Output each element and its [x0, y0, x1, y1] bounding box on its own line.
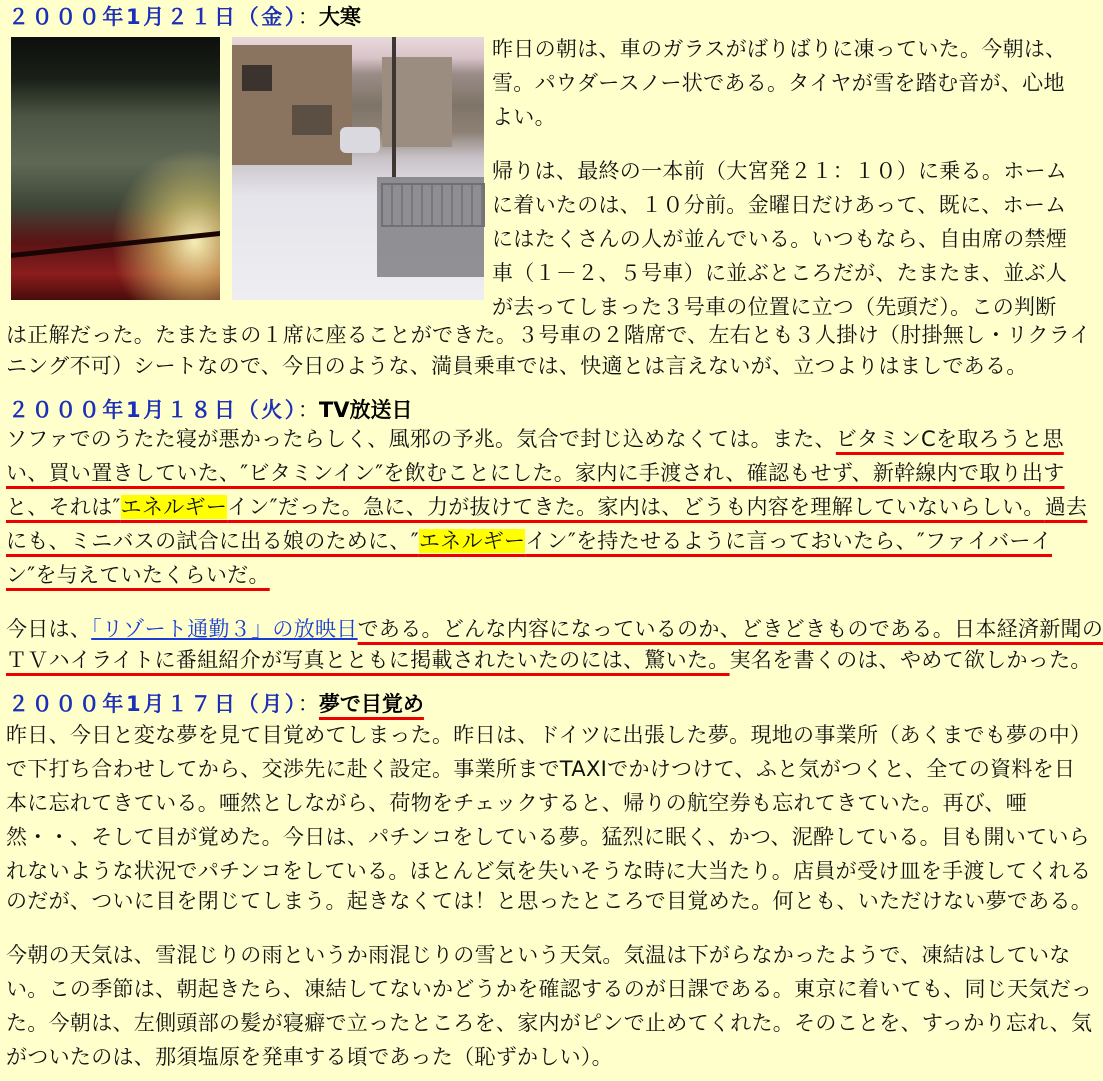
- underlined-text: い、買い置きしていた、″ビタミンイン″を飲むことにした。家内に手渡され、確認もせず、新幹線内で取り出す: [6, 461, 1065, 485]
- entry2-line: [6, 558, 270, 592]
- underlined-text: ン″を与えていたくらいだ。: [6, 563, 270, 587]
- entry3-line: のだが、ついに目を閉じてしまう。起きなくては！と思ったところで目覚めた。何とも、いただけない夢である。: [6, 889, 1093, 913]
- entry-date: ２０００年1月１８日（火）: [8, 398, 298, 422]
- underlined-text: ＴＶハイライトに番組紹介が写真とともに掲載されたいたのには、驚いた。: [6, 648, 730, 672]
- underlined-text: である。どんな内容になっているのか、どきどきものである。: [357, 617, 955, 641]
- entry3-line: 本に忘れてきている。唖然としながら、荷物をチェックすると、帰りの航空券も忘れてきていた。再び、唖: [6, 791, 1027, 815]
- entry3-line: た。今朝は、左側頭部の髪が寝癖で立ったところを、家内がピンで止めてくれた。そのことを、すっかり忘れ、気: [6, 1011, 1093, 1035]
- underlined-text: にも、ミニバスの試合に出る娘のために、″: [6, 529, 419, 553]
- entry-sep: ：: [297, 5, 319, 29]
- entry1-line: 昨日の朝は、車のガラスがばりばりに凍っていた。今朝は、: [492, 37, 1067, 61]
- entry3-line: 昨日、今日と変な夢を見て目覚めてしまった。昨日は、ドイツに出張した夢。現地の事業所（あくまでも夢の中）: [6, 723, 1092, 747]
- entry1-line: 車（１－２、５号車）に並ぶところだが、たまたま、並ぶ人: [492, 261, 1068, 285]
- resort-commute-link[interactable]: 「リゾート通勤３」の放映日: [91, 617, 358, 641]
- underlined-text: イン″を持たせるように言っておいたら、″ファイバーイ: [525, 529, 1052, 553]
- entry-title: 夢で目覚め: [318, 692, 424, 716]
- entry-sep: ：: [297, 398, 319, 422]
- entry-date: ２０００年1月２１日（金）: [8, 5, 298, 29]
- entry1-line: が去ってしまった３号車の位置に立つ（先頭だ）。この判断: [492, 295, 1057, 319]
- underlined-text: イン″だった。急に、力が抜けてきた。家内は、どうも内容を理解していないらしい。: [227, 495, 1045, 519]
- entry1-line: 帰りは、最終の一本前（大宮発２１：１０）に乗る。ホーム: [492, 159, 1068, 183]
- underlined-text: と、それは″: [6, 495, 121, 519]
- entry3-line: で下打ち合わせしてから、交渉先に赴く設定。事業所までTAXIでかけつけて、ふと気がつくと、全ての資料を日: [6, 757, 1076, 781]
- entry-title: 大寒: [318, 5, 361, 29]
- text-run: 実名を書くのは、やめて欲しかった。: [729, 648, 1092, 672]
- entry2-line: [6, 643, 1092, 677]
- entry-title: TV放送日: [318, 398, 413, 422]
- entry3-line: 然・・、そして目が覚めた。今日は、パチンコをしている夢。猛烈に眠く、かつ、泥酔している。目も開いていら: [6, 825, 1090, 849]
- frosted-car-photo: [11, 37, 220, 300]
- entry1-line: は正解だった。たまたまの１席に座ることができた。３号車の２階席で、左右とも３人掛け（肘掛無し・リクライ: [6, 323, 1091, 347]
- underlined-text: 日本経済新聞の: [954, 617, 1103, 641]
- entry2-line: [6, 422, 1064, 456]
- entry3-line: い。この季節は、朝起きたら、凍結してないかどうかを確認するのが日課である。東京に着いても、同じ天気だっ: [6, 977, 1093, 1001]
- snowy-street-photo: [232, 37, 484, 300]
- entry1-line: ニング不可）シートなので、今日のような、満員乗車では、快適とは言えないが、立つよりはましである。: [6, 354, 1028, 378]
- entry-sep: ：: [297, 692, 319, 716]
- entry2-line: [6, 490, 1087, 524]
- entry2-line: [6, 456, 1065, 490]
- text-run: 今日は、: [6, 617, 92, 641]
- entry-date: ２０００年1月１７日（月）: [8, 692, 298, 716]
- entry2-line: [6, 524, 1052, 558]
- underlined-text: ビタミンCを取ろうと思: [835, 427, 1064, 451]
- entry3-line: がついたのは、那須塩原を発車する頃であった（恥ずかしい）。: [6, 1045, 613, 1069]
- text-run: ソファでのうたた寝が悪かったらしく、風邪の予兆。気合で封じ込めなくては。また、: [6, 427, 836, 451]
- highlighted-text: エネルギー: [120, 495, 228, 519]
- entry3-line: れないような状況でパチンコをしている。ほとんど気を失いそうな時に大当たり。店員が受け皿を手渡してくれる: [6, 859, 1092, 883]
- entry1-line: 雪。パウダースノー状である。タイヤが雪を踏む音が、心地: [492, 71, 1065, 95]
- entry1-line: よい。: [492, 105, 556, 129]
- entry1-line: にはたくさんの人が並んでいる。いつもなら、自由席の禁煙: [492, 227, 1068, 251]
- entry2-line: [6, 612, 1103, 646]
- entry-header-0117: [8, 691, 424, 717]
- highlighted-text: エネルギー: [418, 529, 526, 553]
- entry1-line: に着いたのは、１０分前。金曜日だけあって、既に、ホーム: [492, 193, 1067, 217]
- entry-header-0118: [8, 397, 413, 423]
- underlined-text: 過去: [1044, 495, 1088, 519]
- entry3-line: 今朝の天気は、雪混じりの雨というか雨混じりの雪という天気。気温は下がらなかったようで、凍結はしていな: [6, 943, 1071, 967]
- entry-header-0121: [8, 4, 361, 30]
